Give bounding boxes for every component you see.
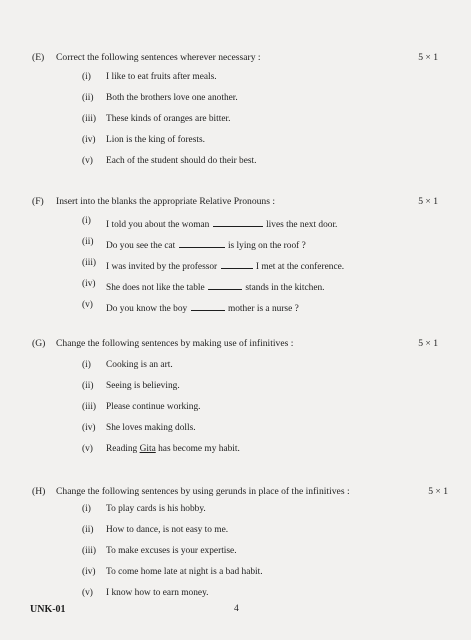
item-number: (v): [82, 300, 93, 310]
page-number: 4: [234, 604, 239, 614]
item-number: (v): [82, 444, 93, 454]
text-before-blank: I was invited by the professor: [106, 262, 218, 272]
question-item: [0, 423, 471, 444]
question-item: [0, 135, 471, 156]
item-text: These kinds of oranges are bitter.: [106, 114, 231, 124]
item-text: To come home late at night is a bad habit.: [106, 567, 263, 577]
section-marks: 5 × 1: [418, 52, 438, 63]
question-item: [0, 567, 471, 588]
question-item: [0, 525, 471, 546]
text-after-blank: is lying on the roof ?: [227, 241, 306, 251]
item-number: (iv): [82, 423, 96, 433]
answer-blank: [208, 279, 242, 290]
text-before-blank: Do you know the boy: [106, 304, 188, 314]
section-marks: 5 × 1: [428, 486, 448, 497]
question-item: [0, 93, 471, 114]
section-e: [0, 52, 471, 177]
item-text: [106, 444, 240, 454]
item-text: [106, 279, 325, 293]
text-before-underline: Reading: [106, 444, 138, 454]
item-number: (iv): [82, 279, 96, 289]
item-number: (i): [82, 360, 91, 370]
question-item: [0, 300, 471, 321]
item-text: To make excuses is your expertise.: [106, 546, 237, 556]
text-after-blank: stands in the kitchen.: [245, 283, 325, 293]
item-text: How to dance, is not easy to me.: [106, 525, 229, 535]
question-item: [0, 279, 471, 300]
item-number: (v): [82, 588, 93, 598]
item-number: (ii): [82, 237, 94, 247]
item-text: She loves making dolls.: [106, 423, 196, 433]
text-after-blank: mother is a nurse ?: [227, 304, 299, 314]
paper-code: UNK-01: [30, 604, 66, 615]
question-item: [0, 504, 471, 525]
item-number: (ii): [82, 381, 94, 391]
answer-blank: [191, 300, 225, 311]
item-text: [106, 300, 299, 314]
question-item: [0, 258, 471, 279]
text-before-blank: Do you see the cat: [106, 241, 176, 251]
item-text: Cooking is an art.: [106, 360, 173, 370]
item-text: I like to eat fruits after meals.: [106, 72, 217, 82]
item-text: Please continue working.: [106, 402, 201, 412]
section-instruction: Change the following sentences by making use of infinitives :: [56, 338, 294, 349]
item-number: (ii): [82, 93, 94, 103]
item-number: (iv): [82, 567, 96, 577]
question-item: [0, 216, 471, 237]
text-before-blank: She does not like the table: [106, 283, 205, 293]
item-number: (iii): [82, 546, 97, 556]
section-h: [0, 486, 471, 609]
item-text: Each of the student should do their best.: [106, 156, 257, 166]
section-letter: (E): [32, 52, 45, 63]
item-number: (iii): [82, 114, 97, 124]
item-number: (i): [82, 216, 91, 226]
section-instruction: Correct the following sentences wherever necessary :: [56, 52, 261, 63]
text-before-blank: I told you about the woman: [106, 220, 210, 230]
section-header: [0, 338, 471, 354]
question-item: [0, 546, 471, 567]
section-header: [0, 196, 471, 212]
answer-blank: [213, 216, 263, 227]
item-text: Lion is the king of forests.: [106, 135, 205, 145]
underlined-word: Gita: [139, 444, 156, 454]
item-text: Seeing is believing.: [106, 381, 180, 391]
text-after-blank: lives the next door.: [266, 220, 338, 230]
item-number: (i): [82, 72, 91, 82]
question-item: [0, 237, 471, 258]
section-header: [0, 52, 471, 68]
question-item: [0, 114, 471, 135]
answer-blank: [179, 237, 225, 248]
item-number: (iv): [82, 135, 96, 145]
question-item: [0, 360, 471, 381]
question-item: [0, 444, 471, 465]
section-instruction: Insert into the blanks the appropriate Relative Pronouns :: [56, 196, 276, 207]
question-item: [0, 381, 471, 402]
item-number: (v): [82, 156, 93, 166]
section-header: [0, 486, 471, 502]
question-item: [0, 72, 471, 93]
item-number: (i): [82, 504, 91, 514]
item-text: I know how to earn money.: [106, 588, 209, 598]
question-item: [0, 402, 471, 423]
item-text: To play cards is his hobby.: [106, 504, 206, 514]
section-g: [0, 338, 471, 465]
section-marks: 5 × 1: [418, 338, 438, 349]
item-text: [106, 237, 306, 251]
item-number: (ii): [82, 525, 94, 535]
section-letter: (H): [32, 486, 46, 497]
answer-blank: [221, 258, 253, 269]
item-text: [106, 258, 344, 272]
item-text: [106, 216, 337, 230]
section-marks: 5 × 1: [418, 196, 438, 207]
section-f: [0, 196, 471, 321]
item-number: (iii): [82, 402, 97, 412]
section-letter: (F): [32, 196, 44, 207]
text-after-underline: has become my habit.: [158, 444, 240, 454]
section-letter: (G): [32, 338, 46, 349]
item-number: (iii): [82, 258, 97, 268]
question-item: [0, 156, 471, 177]
section-instruction: Change the following sentences by using gerunds in place of the infinitives :: [56, 486, 350, 497]
text-after-blank: I met at the conference.: [255, 262, 345, 272]
item-text: Both the brothers love one another.: [106, 93, 238, 103]
